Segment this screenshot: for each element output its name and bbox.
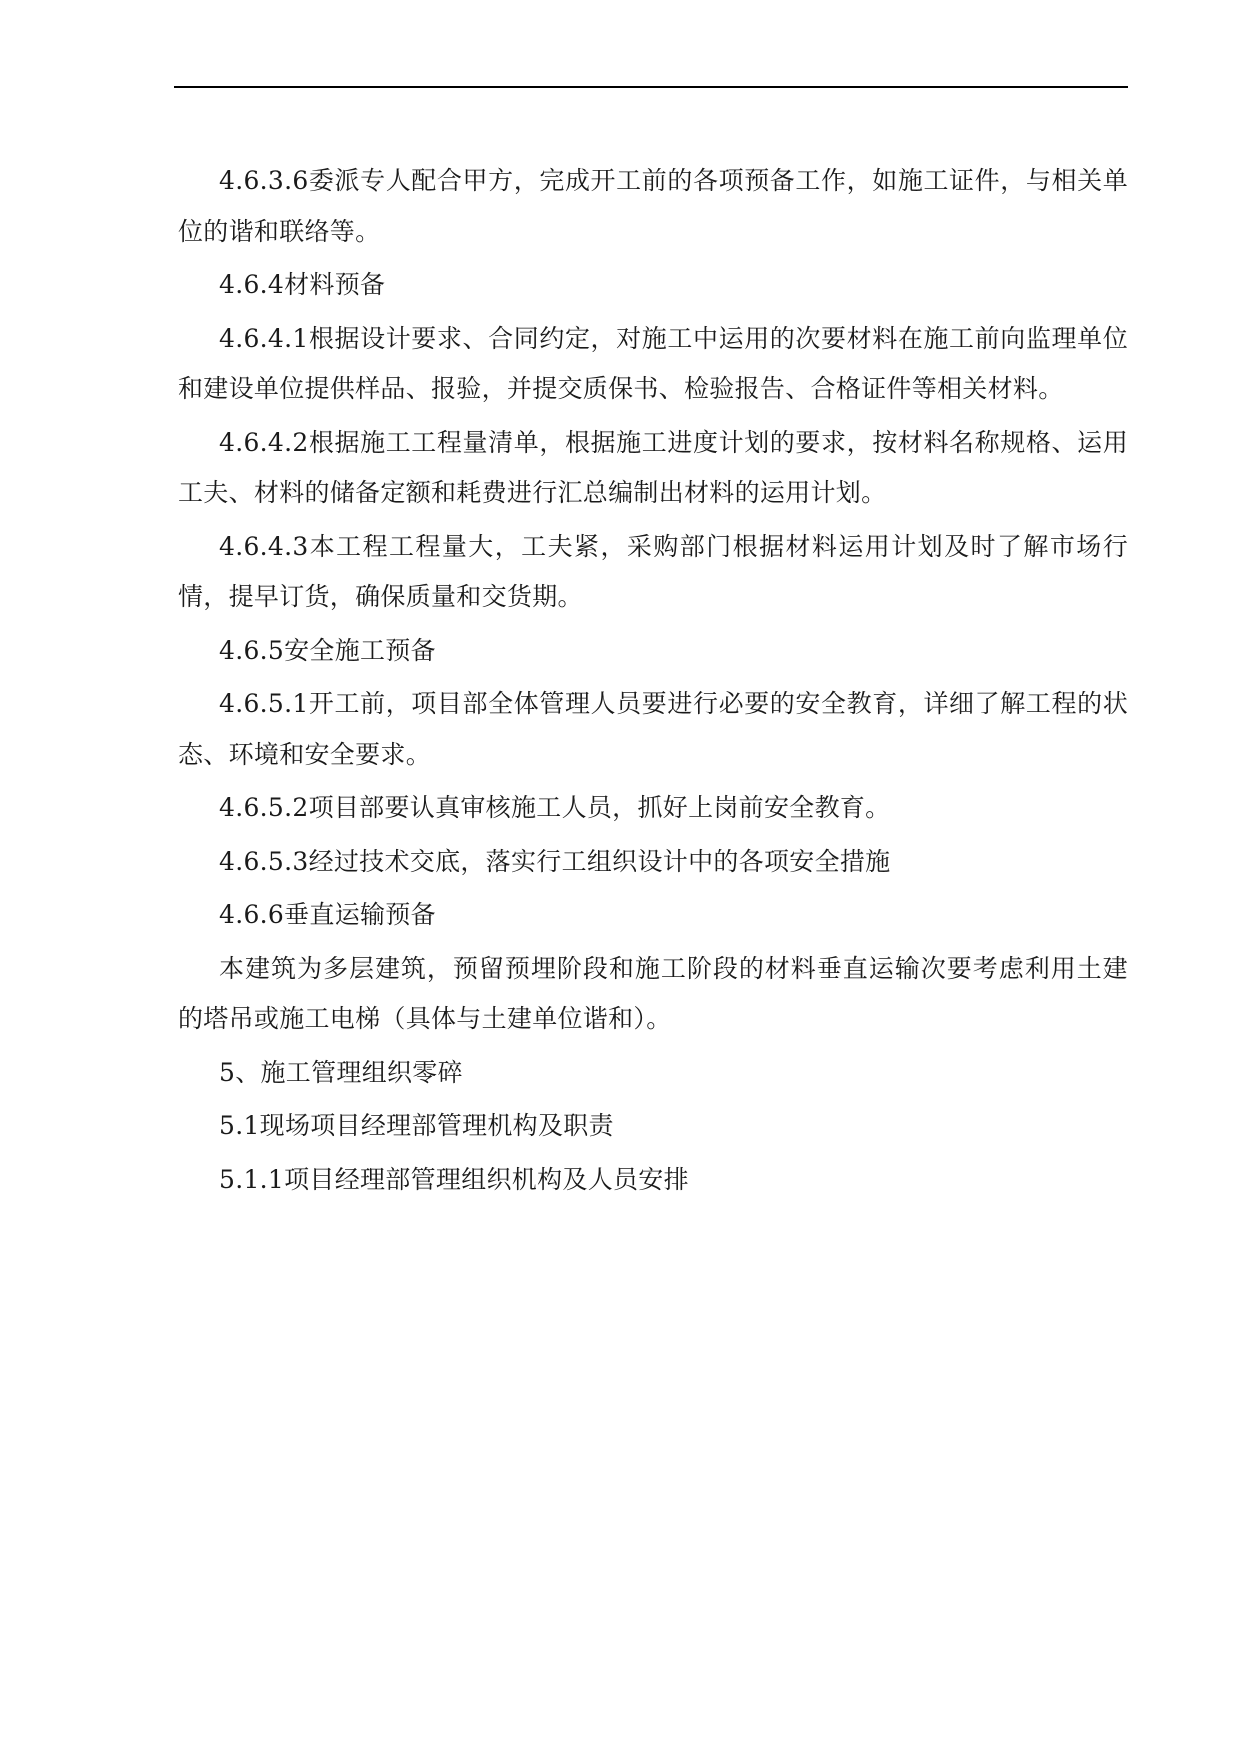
paragraph: 4.6.5.2项目部要认真审核施工人员，抓好上岗前安全教育。: [219, 793, 891, 822]
paragraph: 本建筑为多层建筑，预留预埋阶段和施工阶段的材料垂直运输次要考虑利用土建的塔吊或施工电梯（具体与土建单位谐和）。: [178, 953, 1128, 1033]
section-heading: 4.6.6垂直运输预备: [219, 900, 436, 929]
paragraph: 4.6.5.1开工前，项目部全体管理人员要进行必要的安全教育，详细了解工程的状态、环境和安全要求。: [178, 689, 1128, 769]
header-rule: [174, 86, 1128, 88]
paragraph: 4.6.4.2根据施工工程量清单，根据施工进度计划的要求，按材料名称规格、运用工夫、材料的储备定额和耗费进行汇总编制出材料的运用计划。: [178, 427, 1128, 507]
paragraph: 4.6.3.6委派专人配合甲方，完成开工前的各项预备工作，如施工证件，与相关单位的谐和联络等。: [178, 166, 1128, 246]
section-heading: 4.6.5安全施工预备: [219, 635, 436, 665]
section-heading: 5、施工管理组织零碎: [219, 1057, 463, 1087]
paragraph: 4.6.4.3本工程工程量大，工夫紧，采购部门根据材料运用计划及时了解市场行情，提早订货，确保质量和交货期。: [178, 531, 1128, 611]
section-heading: 4.6.4材料预备: [219, 270, 386, 299]
paragraph: 4.6.5.3经过技术交底，落实行工组织设计中的各项安全措施: [219, 846, 891, 876]
paragraph: 4.6.4.1根据设计要求、合同约定，对施工中运用的次要材料在施工前向监理单位和建设单位提供样品、报验，并提交质保书、检验报告、合格证件等相关材料。: [178, 323, 1128, 403]
document-body: [178, 156, 1128, 1208]
section-heading: 5.1现场项目经理部管理机构及职责: [219, 1111, 614, 1140]
section-heading: 5.1.1项目经理部管理组织机构及人员安排: [219, 1164, 689, 1194]
